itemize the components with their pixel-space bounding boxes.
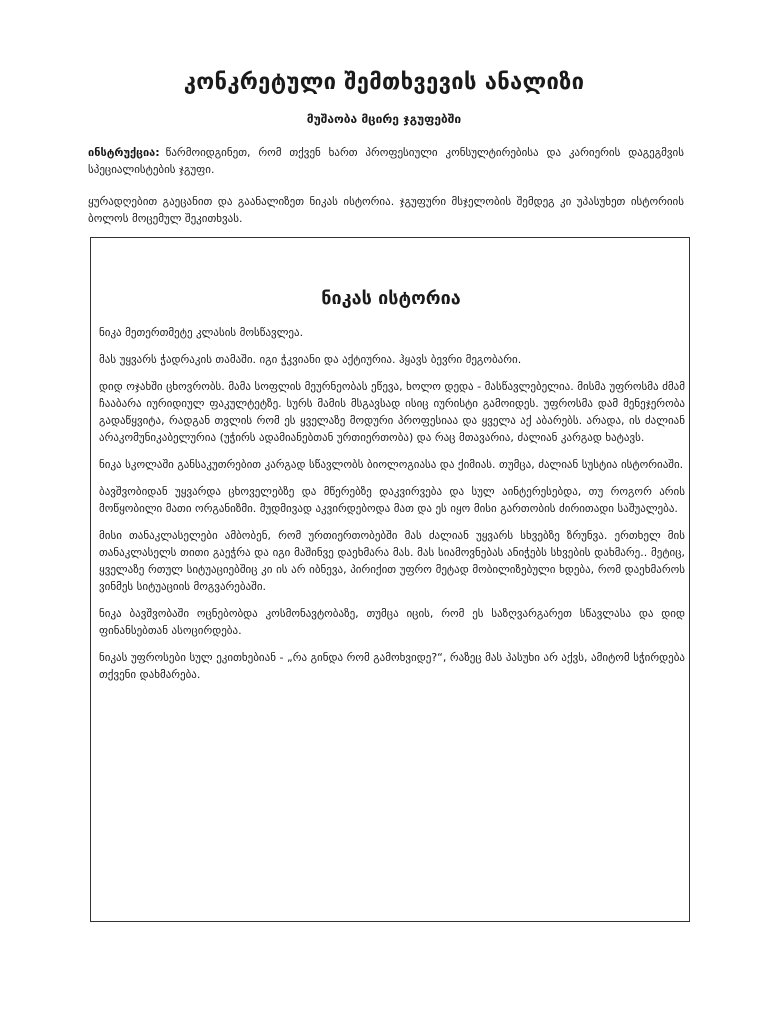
story-body	[99, 324, 685, 693]
story-paragraph: ნიკა ბავშვობაში ოცნებობდა კოსმონავტობაზე, თუმცა იცის, რომ ეს საზღვარგარეთ სწავლასა და დიდ ფინანსებთან ასოცირდება.	[99, 607, 685, 637]
story-paragraph: ნიკა სკოლაში განსაკუთრებით კარგად სწავლობს ბიოლოგიასა და ქიმიას. თუმცა, ძალიან სუსტია ისტორიაში.	[99, 458, 684, 471]
story-paragraph: დიდ ოჯახში ცხოვრობს. მამა სოფლის მეურნეობას ეწევა, ხოლო დედა - მასწავლებელია. მისმა უფროსმა ძმამ ჩააბარა იურიდიულ ფაკულტეტზე. სურს მამის მსგავსად ისიც იურისტი გამოიდეს. უფროსმა დამ მენეჯერობა გადაწყვიტა, რადგან თვლის რომ ეს ყველაზე მოდური პროფესიაა და ყველა აქ აბარებს. არადა, ის ძალიან არაკომუნიკაბელურია (უჭირს ადამიანებთან ურთიერთობა) და რაც მთავარია, ძალიან კარგად ხატავს.	[99, 380, 685, 444]
story-title: ნიკას ისტორია	[321, 288, 461, 309]
story-paragraph: მას უყვარს ჭადრაკის თამაში. იგი ჭკვიანი და აქტიურია. ჰყავს ბევრი მეგობარი.	[99, 353, 522, 366]
page-subtitle: მუშაობა მცირე ჯგუფებში	[306, 112, 462, 126]
page-title: კონკრეტული შემთხვევის ანალიზი	[183, 70, 585, 95]
story-paragraph: მისი თანაკლასელები ამბობენ, რომ ურთიერთობებში მას ძალიან უყვარს სხვებზე ზრუნვა. ერთხელ მის თანაკლასელს თითი გაეჭრა და იგი მაშინვე დაეხმარა მას. მას სიამოვნებას ანიჭებს სხვების დახმარე.. მეტიც, ყველაზე რთულ სიტუაციებშიც კი ის არ იბნევა, პირიქით უფრო მეტად მობილიზებული ხდება, რომ დაეხმაროს ვინმეს სიტუაციის მოგვარებაში.	[99, 529, 685, 593]
story-box	[90, 237, 690, 922]
instructions-paragraph	[88, 144, 684, 178]
instructions-label: ინსტრუქცია:	[88, 146, 160, 159]
story-paragraph: ნიკა მეთერთმეტე კლასის მოსწავლეა.	[99, 326, 304, 339]
attention-paragraph: ყურადღებით გაეცანით და გაანალიზეთ ნიკას ისტორია. ჯგუფური მსჯელობის შემდეგ კი უპასუხეთ ისტორიის ბოლოს მოცემულ შეკითხვას.	[88, 195, 684, 225]
instructions-text: წარმოიდგინეთ, რომ თქვენ ხართ პროფესიული კონსულტირებისა და კარიერის დაგეგმვის სპეციალისტების ჯგუფი.	[88, 146, 684, 176]
story-paragraph: ბავშვობიდან უყვარდა ცხოველებზე და მწერებზე დაკვირვება და სულ აინტერესებდა, თუ როგორ არის მოწყობილი მათი ორგანიზმი. მუდმივად აკვირდებოდა მათ და ეს იყო მისი გართობის ძირითადი საშუალება.	[99, 485, 685, 515]
story-paragraph: ნიკას უფროსები სულ ეკითხებიან - „რა გინდა რომ გამოხვიდე?“, რაზეც მას პასუხი არ აქვს, ამიტომ სჭირდება თქვენი დახმარება.	[99, 651, 685, 681]
